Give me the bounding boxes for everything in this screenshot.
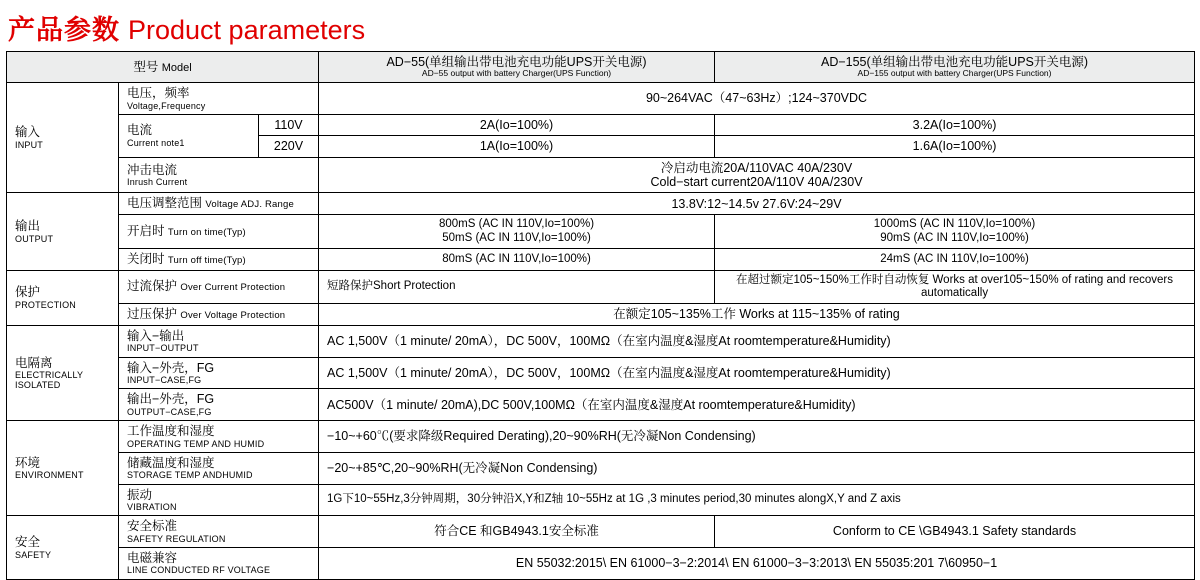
value-ovp-text: 在额定105~135%工作 Works at 115~135% of rating	[613, 307, 900, 322]
value-safety-reg-col2	[715, 516, 1195, 548]
row-label-current-cn: 电流	[127, 123, 153, 138]
group-isolated-cn: 电隔离	[15, 355, 53, 370]
group-label-input	[7, 83, 119, 193]
value-input-case-fg	[319, 357, 1195, 389]
row-label-current-en: Current note1	[127, 137, 185, 148]
value-safety-reg-col1	[319, 516, 715, 548]
table-row	[7, 193, 1195, 215]
value-turn-on-col1	[319, 215, 715, 248]
row-sub-110v	[259, 114, 319, 135]
table-header-row	[7, 52, 1195, 83]
row-label-voltage-frequency-en: Voltage,Frequency	[127, 100, 206, 111]
value-ocp-col1	[319, 270, 715, 303]
row-label-inrush-current	[119, 157, 319, 193]
value-output-case-text: AC500V（1 minute/ 20mA),DC 500V,100MΩ（在室内温度&湿度At roomtemperature&Humidity)	[327, 397, 856, 412]
row-label-voltage-adj-en: Voltage ADJ. Range	[205, 199, 294, 211]
value-turn-on-col2-line2: 90mS (AC IN 110V,Io=100%)	[880, 231, 1029, 244]
row-label-safety-reg-cn: 安全标准	[127, 519, 178, 534]
group-protection-cn: 保护	[15, 285, 41, 300]
row-label-operating-temp-en: OPERATING TEMP AND HUMID	[127, 438, 265, 449]
value-ocp-col1-text: 短路保护Short Protection	[327, 280, 456, 293]
row-label-ocp-cn: 过流保护	[127, 279, 178, 294]
row-label-safety-regulation	[119, 516, 319, 548]
row-label-input-case-en: INPUT−CASE,FG	[127, 375, 202, 386]
group-label-environment	[7, 421, 119, 516]
value-safety-reg-col2-text: Conform to CE \GB4943.1 Safety standards	[832, 524, 1077, 539]
table-row	[7, 270, 1195, 303]
row-label-turn-off-en: Turn off time(Typ)	[167, 254, 246, 266]
value-turn-on-col1-line2: 50mS (AC IN 110V,Io=100%)	[442, 231, 591, 244]
row-sub-220v	[259, 136, 319, 157]
row-label-ovp-en: Over Voltage Protection	[180, 310, 286, 322]
group-label-output	[7, 193, 119, 270]
value-current-110v-col1-text: 2A(Io=100%)	[479, 117, 554, 132]
value-input-output-text: AC 1,500V（1 minute/ 20mA），DC 500V，100MΩ（在室内温度&湿度At roomtemperature&Humidity)	[327, 334, 891, 349]
value-current-110v-col2	[715, 114, 1195, 135]
header-col2-cn: AD−155(单组输出带电池充电功能UPS开关电源)	[820, 55, 1089, 69]
row-label-emc-en: LINE CONDUCTED RF VOLTAGE	[127, 565, 271, 576]
row-label-operating-temp-cn: 工作温度和湿度	[127, 424, 215, 439]
header-col2-en: AD−155 output with battery Charger(UPS Function)	[857, 68, 1052, 79]
group-input-en: INPUT	[15, 139, 43, 150]
value-inrush-current	[319, 157, 1195, 193]
row-label-storage-temp-cn: 储藏温度和湿度	[127, 455, 215, 470]
value-voltage-adj-range-text: 13.8V:12~14.5v 27.6V:24~29V	[671, 196, 842, 211]
row-label-turn-on-en: Turn on time(Typ)	[167, 227, 246, 239]
row-label-turn-on-cn: 开启时	[127, 224, 165, 239]
row-label-line-conducted-rf	[119, 548, 319, 580]
row-label-over-voltage-protection	[119, 304, 319, 326]
row-label-voltage-frequency-cn: 电压，频率	[127, 86, 190, 101]
group-output-cn: 输出	[15, 219, 41, 234]
table-row	[7, 452, 1195, 484]
page-title-en: Product parameters	[128, 15, 366, 45]
row-label-inrush-current-en: Inrush Current	[127, 177, 188, 187]
value-current-220v-col2	[715, 136, 1195, 157]
row-label-ocp-en: Over Current Protection	[180, 282, 286, 294]
row-label-vibration-cn: 振动	[127, 487, 153, 502]
row-label-voltage-adj-range	[119, 193, 319, 215]
table-row	[7, 157, 1195, 193]
row-label-ovp-cn: 过压保护	[127, 307, 178, 322]
table-row	[7, 548, 1195, 580]
row-label-output-case-en: OUTPUT−CASE,FG	[127, 406, 212, 417]
row-label-safety-reg-en: SAFETY REGULATION	[127, 533, 226, 544]
value-voltage-frequency	[319, 83, 1195, 115]
header-col1	[319, 52, 715, 83]
value-current-220v-col2-text: 1.6A(Io=100%)	[912, 139, 997, 154]
group-input-cn: 输入	[15, 125, 41, 140]
value-turn-on-col1-line1: 800mS (AC IN 110V,Io=100%)	[439, 218, 595, 231]
group-protection-en: PROTECTION	[15, 299, 77, 310]
row-label-turn-off-time	[119, 248, 319, 270]
group-safety-en: SAFETY	[15, 549, 52, 560]
page-title	[0, 0, 1200, 51]
row-label-input-output-cn: 输入−输出	[127, 329, 185, 343]
value-input-output	[319, 326, 1195, 358]
value-operating-temp	[319, 421, 1195, 453]
row-label-emc-cn: 电磁兼容	[127, 551, 178, 566]
header-col2	[715, 52, 1195, 83]
row-label-vibration-en: VIBRATION	[127, 501, 177, 512]
row-label-turn-on-time	[119, 215, 319, 248]
row-label-vibration	[119, 484, 319, 516]
table-row	[7, 484, 1195, 516]
page-title-cn: 产品参数	[8, 15, 120, 45]
row-sub-110v-text: 110V	[274, 117, 303, 132]
header-model-label-en: Model	[161, 61, 192, 74]
value-current-110v-col1	[319, 114, 715, 135]
value-operating-temp-text: −10~+60℃(要求降级Required Derating),20~90%RH(无冷凝Non Condensing)	[327, 429, 756, 444]
value-turn-off-col2	[715, 248, 1195, 270]
value-emc-text: EN 55032:2015\ EN 61000−3−2:2014\ EN 61000−3−3:2013\ EN 55035:201 7\60950−1	[515, 556, 998, 571]
header-col1-cn: AD−55(单组输出带电池充电功能UPS开关电源)	[386, 55, 647, 69]
value-ocp-col2	[715, 270, 1195, 303]
value-ocp-col2-text: 在超过额定105~150%工作时自动恢复 Works at over105~150% of rating and recovers automatically	[736, 273, 1173, 299]
table-row	[7, 326, 1195, 358]
table-row	[7, 357, 1195, 389]
row-label-output-case-fg	[119, 389, 319, 421]
value-inrush-line2: Cold−start current20A/110V 40A/230V	[650, 174, 863, 189]
row-label-storage-temp	[119, 452, 319, 484]
value-voltage-adj-range	[319, 193, 1195, 215]
value-storage-temp-text: −20~+85℃,20~90%RH(无冷凝Non Condensing)	[327, 461, 598, 476]
row-label-input-case-cn: 输入−外壳，FG	[127, 360, 215, 375]
value-turn-off-col1	[319, 248, 715, 270]
group-label-protection	[7, 270, 119, 325]
value-storage-temp	[319, 452, 1195, 484]
table-row	[7, 114, 1195, 135]
row-label-inrush-current-cn: 冲击电流	[127, 162, 178, 177]
header-model-cell	[7, 52, 319, 83]
row-label-turn-off-cn: 关闭时	[127, 251, 165, 266]
value-turn-off-col1-text: 80mS (AC IN 110V,Io=100%)	[442, 252, 591, 265]
row-label-input-case-fg	[119, 357, 319, 389]
group-label-safety	[7, 516, 119, 579]
value-current-110v-col2-text: 3.2A(Io=100%)	[912, 117, 997, 132]
value-inrush-line1: 冷启动电流20A/110VAC 40A/230V	[660, 160, 853, 175]
table-row	[7, 516, 1195, 548]
value-current-220v-col1	[319, 136, 715, 157]
specifications-table	[6, 51, 1195, 580]
row-label-storage-temp-en: STORAGE TEMP ANDHUMID	[127, 470, 253, 481]
row-label-over-current-protection	[119, 270, 319, 303]
group-output-en: OUTPUT	[15, 233, 54, 244]
row-label-input-output-en: INPUT−OUTPUT	[127, 343, 199, 354]
value-turn-on-col2	[715, 215, 1195, 248]
table-row	[7, 215, 1195, 248]
row-label-input-output	[119, 326, 319, 358]
value-ovp	[319, 304, 1195, 326]
value-vibration-text: 1G下10~55Hz,3分钟周期，30分钟沿X,Y和Z轴 10~55Hz at 1G ,3 minutes period,30 minutes alongX,Y and Z axis	[327, 493, 901, 506]
value-output-case-fg	[319, 389, 1195, 421]
value-input-case-text: AC 1,500V（1 minute/ 20mA），DC 500V，100MΩ（在室内温度&湿度At roomtemperature&Humidity)	[327, 365, 891, 380]
group-environment-cn: 环境	[15, 455, 41, 470]
value-voltage-frequency-text: 90~264VAC（47~63Hz）;124~370VDC	[645, 91, 868, 106]
table-row	[7, 421, 1195, 453]
group-label-electrically-isolated	[7, 326, 119, 421]
group-isolated-en: ELECTRICALLY ISOLATED	[15, 369, 84, 391]
header-col1-en: AD−55 output with battery Charger(UPS Function)	[421, 68, 612, 79]
group-environment-en: ENVIRONMENT	[15, 470, 84, 481]
value-line-conducted-rf	[319, 548, 1195, 580]
value-vibration	[319, 484, 1195, 516]
value-safety-reg-col1-text: 符合CE 和GB4943.1安全标准	[434, 524, 599, 539]
row-label-voltage-adj-cn: 电压调整范围	[127, 196, 203, 211]
table-row	[7, 304, 1195, 326]
value-current-220v-col1-text: 1A(Io=100%)	[479, 139, 554, 154]
group-safety-cn: 安全	[15, 535, 41, 550]
table-row	[7, 248, 1195, 270]
row-label-current	[119, 114, 259, 157]
row-label-operating-temp	[119, 421, 319, 453]
row-label-output-case-cn: 输出−外壳，FG	[127, 392, 215, 407]
table-row	[7, 389, 1195, 421]
value-turn-on-col2-line1: 1000mS (AC IN 110V,Io=100%)	[873, 218, 1036, 231]
header-model-label-cn: 型号	[133, 59, 159, 74]
row-sub-220v-text: 220V	[273, 139, 304, 154]
value-turn-off-col2-text: 24mS (AC IN 110V,Io=100%)	[880, 252, 1029, 265]
table-row	[7, 83, 1195, 115]
row-label-voltage-frequency	[119, 83, 319, 115]
